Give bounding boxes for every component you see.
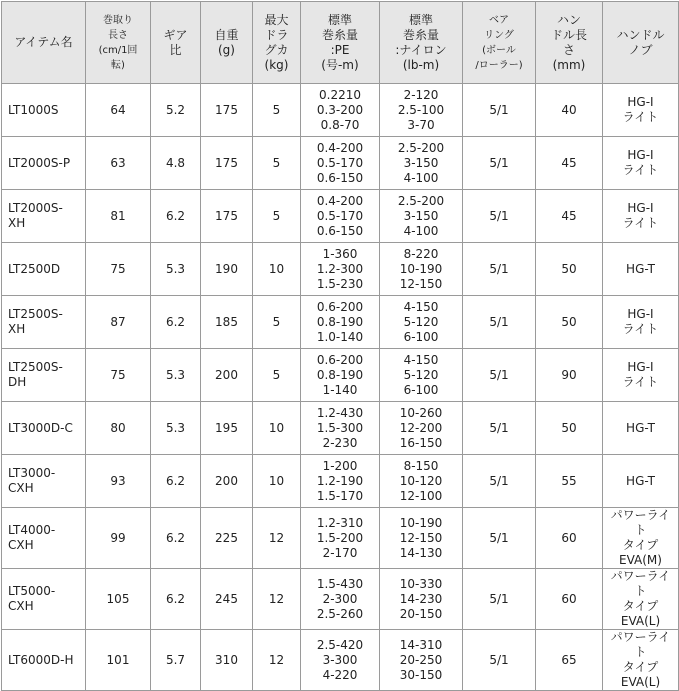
cell-handle-len: 50 — [536, 296, 603, 349]
table-row — [2, 569, 679, 630]
cell-gear: 6.2 — [151, 296, 201, 349]
table-row — [2, 630, 679, 691]
cell-gear: 5.3 — [151, 402, 201, 455]
cell-bearing: 5/1 — [463, 402, 536, 455]
cell-knob: HG-I ライト — [603, 137, 679, 190]
cell-drag: 12 — [253, 630, 301, 691]
cell-drag: 5 — [253, 349, 301, 402]
column-header-drag: 最大 ドラ グカ (kg) — [253, 2, 301, 84]
cell-weight: 245 — [201, 569, 253, 630]
cell-retrieve: 93 — [86, 455, 151, 508]
cell-drag: 5 — [253, 296, 301, 349]
table-body — [2, 84, 679, 691]
cell-knob: パワーライト タイプ EVA(L) — [603, 630, 679, 691]
cell-bearing: 5/1 — [463, 349, 536, 402]
cell-bearing: 5/1 — [463, 455, 536, 508]
cell-retrieve: 80 — [86, 402, 151, 455]
cell-item: LT4000- CXH — [2, 508, 86, 569]
cell-item: LT3000- CXH — [2, 455, 86, 508]
cell-gear: 4.8 — [151, 137, 201, 190]
cell-drag: 12 — [253, 569, 301, 630]
column-header-bearing: ベア リング (ボール /ローラー) — [463, 2, 536, 84]
cell-bearing: 5/1 — [463, 630, 536, 691]
cell-bearing: 5/1 — [463, 243, 536, 296]
cell-knob: HG-I ライト — [603, 190, 679, 243]
cell-knob: パワーライト タイプ EVA(L) — [603, 569, 679, 630]
cell-drag: 5 — [253, 84, 301, 137]
table-row — [2, 508, 679, 569]
cell-item: LT5000- CXH — [2, 569, 86, 630]
cell-handle-len: 50 — [536, 243, 603, 296]
cell-retrieve: 99 — [86, 508, 151, 569]
cell-drag: 12 — [253, 508, 301, 569]
spec-table — [1, 1, 679, 691]
cell-nylon: 14-310 20-250 30-150 — [380, 630, 463, 691]
column-header-item: アイテム名 — [2, 2, 86, 84]
cell-knob: HG-I ライト — [603, 84, 679, 137]
cell-knob: HG-T — [603, 402, 679, 455]
cell-weight: 190 — [201, 243, 253, 296]
cell-handle-len: 50 — [536, 402, 603, 455]
cell-weight: 200 — [201, 349, 253, 402]
column-header-handle-len: ハン ドル長 さ (mm) — [536, 2, 603, 84]
cell-bearing: 5/1 — [463, 190, 536, 243]
cell-gear: 5.2 — [151, 84, 201, 137]
table-row — [2, 349, 679, 402]
cell-retrieve: 101 — [86, 630, 151, 691]
cell-weight: 175 — [201, 190, 253, 243]
cell-nylon: 4-150 5-120 6-100 — [380, 349, 463, 402]
cell-pe: 1-360 1.2-300 1.5-230 — [301, 243, 380, 296]
cell-pe: 1.5-430 2-300 2.5-260 — [301, 569, 380, 630]
cell-knob: HG-I ライト — [603, 349, 679, 402]
cell-gear: 6.2 — [151, 508, 201, 569]
column-header-nylon: 標準 巻糸量 :ナイロン (lb-m) — [380, 2, 463, 84]
cell-nylon: 8-220 10-190 12-150 — [380, 243, 463, 296]
cell-handle-len: 45 — [536, 137, 603, 190]
cell-handle-len: 65 — [536, 630, 603, 691]
cell-weight: 200 — [201, 455, 253, 508]
cell-item: LT1000S — [2, 84, 86, 137]
cell-nylon: 2.5-200 3-150 4-100 — [380, 137, 463, 190]
cell-handle-len: 55 — [536, 455, 603, 508]
cell-retrieve: 87 — [86, 296, 151, 349]
cell-nylon: 10-330 14-230 20-150 — [380, 569, 463, 630]
table-row — [2, 243, 679, 296]
cell-nylon: 10-260 12-200 16-150 — [380, 402, 463, 455]
column-header-knob: ハンドル ノブ — [603, 2, 679, 84]
table-row — [2, 296, 679, 349]
cell-pe: 0.2210 0.3-200 0.8-70 — [301, 84, 380, 137]
cell-handle-len: 60 — [536, 569, 603, 630]
header-row — [2, 2, 679, 84]
cell-pe: 0.4-200 0.5-170 0.6-150 — [301, 190, 380, 243]
cell-retrieve: 63 — [86, 137, 151, 190]
cell-weight: 185 — [201, 296, 253, 349]
cell-pe: 0.6-200 0.8-190 1.0-140 — [301, 296, 380, 349]
cell-gear: 5.3 — [151, 243, 201, 296]
cell-item: LT6000D-H — [2, 630, 86, 691]
column-header-weight: 自重 (g) — [201, 2, 253, 84]
cell-pe: 1-200 1.2-190 1.5-170 — [301, 455, 380, 508]
table-row — [2, 402, 679, 455]
cell-gear: 5.3 — [151, 349, 201, 402]
cell-nylon: 4-150 5-120 6-100 — [380, 296, 463, 349]
cell-drag: 10 — [253, 402, 301, 455]
cell-retrieve: 75 — [86, 349, 151, 402]
cell-pe: 1.2-310 1.5-200 2-170 — [301, 508, 380, 569]
cell-knob: パワーライト タイプ EVA(M) — [603, 508, 679, 569]
cell-handle-len: 40 — [536, 84, 603, 137]
cell-weight: 310 — [201, 630, 253, 691]
cell-bearing: 5/1 — [463, 296, 536, 349]
cell-weight: 195 — [201, 402, 253, 455]
cell-item: LT2500S- DH — [2, 349, 86, 402]
cell-item: LT2000S-P — [2, 137, 86, 190]
cell-knob: HG-I ライト — [603, 296, 679, 349]
cell-bearing: 5/1 — [463, 84, 536, 137]
cell-weight: 225 — [201, 508, 253, 569]
table-row — [2, 137, 679, 190]
cell-pe: 0.4-200 0.5-170 0.6-150 — [301, 137, 380, 190]
cell-weight: 175 — [201, 84, 253, 137]
cell-gear: 6.2 — [151, 569, 201, 630]
cell-pe: 0.6-200 0.8-190 1-140 — [301, 349, 380, 402]
cell-knob: HG-T — [603, 455, 679, 508]
cell-retrieve: 75 — [86, 243, 151, 296]
column-header-gear: ギア 比 — [151, 2, 201, 84]
cell-bearing: 5/1 — [463, 508, 536, 569]
cell-bearing: 5/1 — [463, 569, 536, 630]
cell-item: LT2000S- XH — [2, 190, 86, 243]
cell-bearing: 5/1 — [463, 137, 536, 190]
cell-nylon: 2.5-200 3-150 4-100 — [380, 190, 463, 243]
cell-handle-len: 90 — [536, 349, 603, 402]
cell-retrieve: 64 — [86, 84, 151, 137]
cell-gear: 5.7 — [151, 630, 201, 691]
table-row — [2, 84, 679, 137]
cell-gear: 6.2 — [151, 190, 201, 243]
cell-nylon: 8-150 10-120 12-100 — [380, 455, 463, 508]
cell-drag: 5 — [253, 190, 301, 243]
cell-retrieve: 105 — [86, 569, 151, 630]
column-header-retrieve: 巻取り 長さ (cm/1回 転) — [86, 2, 151, 84]
table-row — [2, 190, 679, 243]
cell-nylon: 10-190 12-150 14-130 — [380, 508, 463, 569]
table-row — [2, 455, 679, 508]
cell-pe: 2.5-420 3-300 4-220 — [301, 630, 380, 691]
cell-handle-len: 45 — [536, 190, 603, 243]
cell-item: LT2500D — [2, 243, 86, 296]
cell-knob: HG-T — [603, 243, 679, 296]
cell-nylon: 2-120 2.5-100 3-70 — [380, 84, 463, 137]
cell-item: LT2500S- XH — [2, 296, 86, 349]
column-header-pe: 標準 巻糸量 :PE (号-m) — [301, 2, 380, 84]
cell-retrieve: 81 — [86, 190, 151, 243]
cell-gear: 6.2 — [151, 455, 201, 508]
cell-drag: 10 — [253, 243, 301, 296]
cell-handle-len: 60 — [536, 508, 603, 569]
cell-item: LT3000D-C — [2, 402, 86, 455]
cell-weight: 175 — [201, 137, 253, 190]
cell-pe: 1.2-430 1.5-300 2-230 — [301, 402, 380, 455]
cell-drag: 5 — [253, 137, 301, 190]
cell-drag: 10 — [253, 455, 301, 508]
